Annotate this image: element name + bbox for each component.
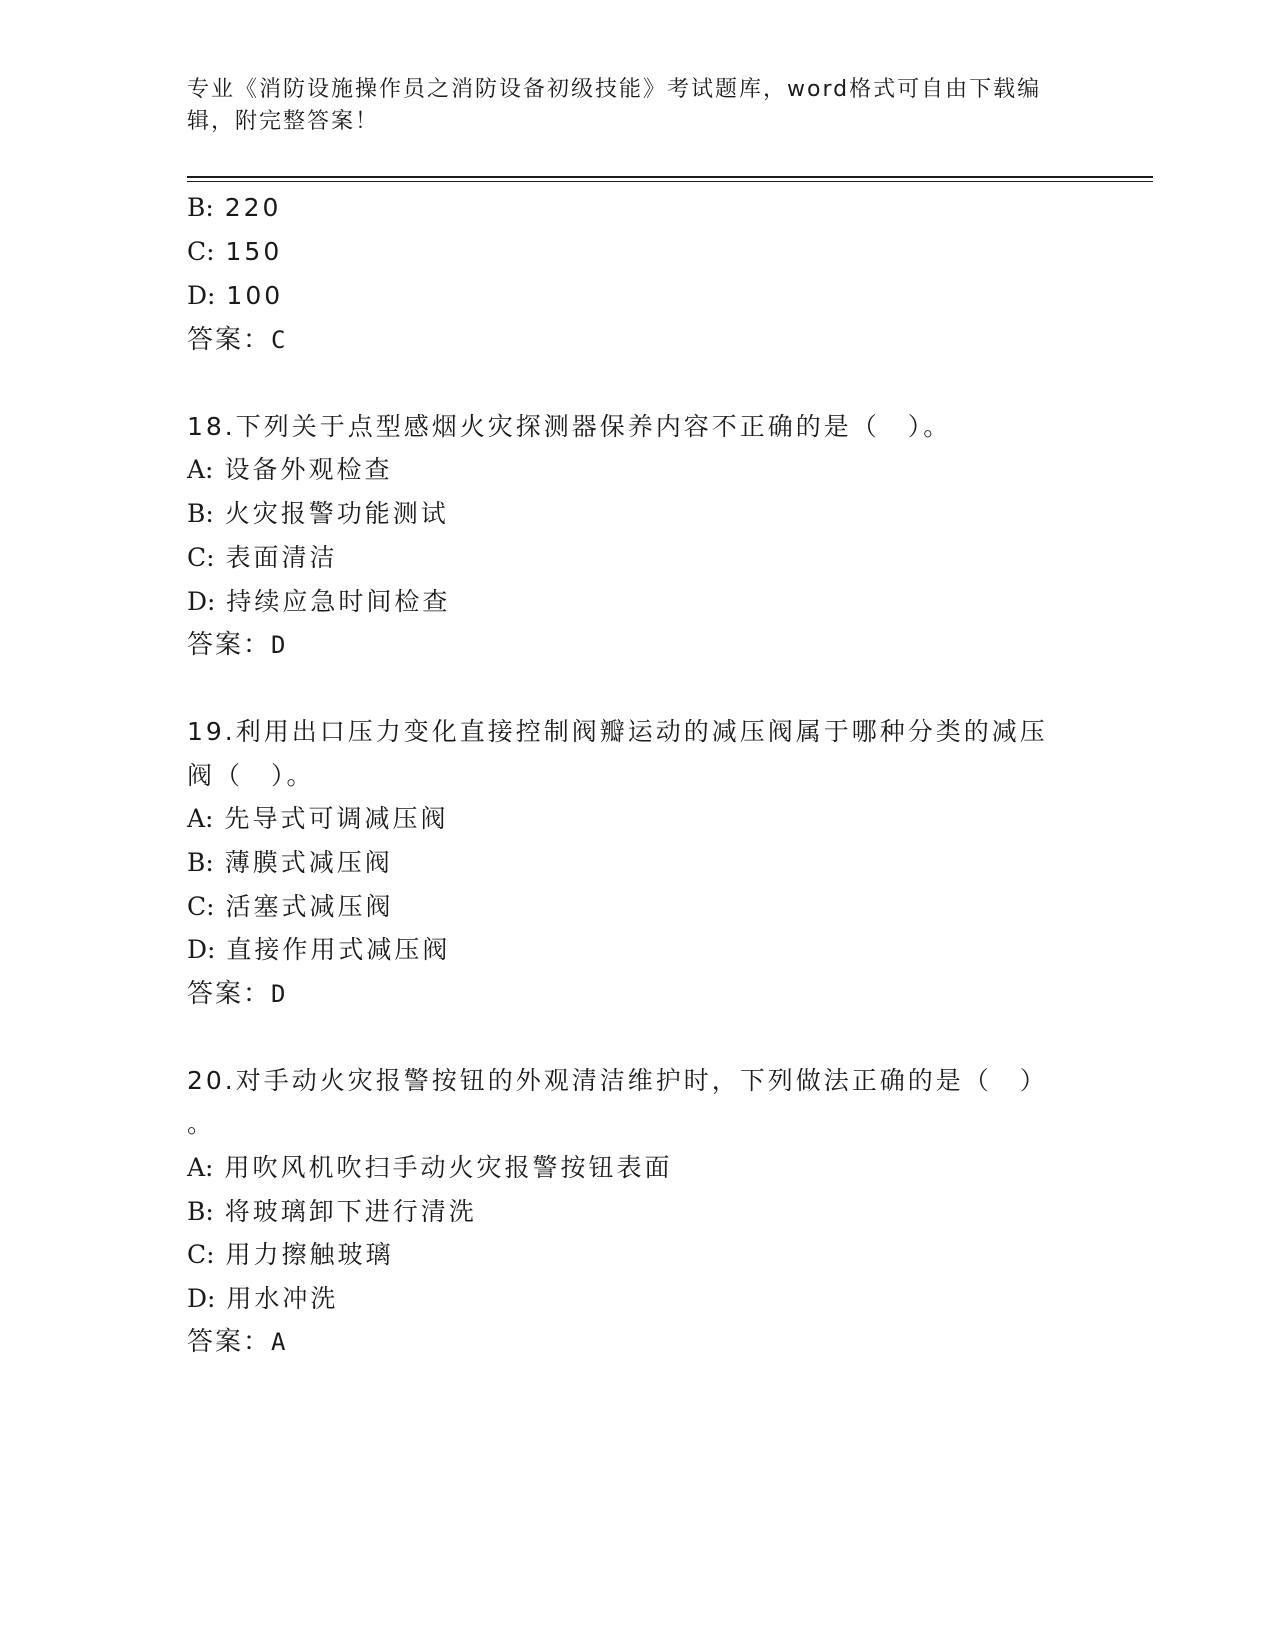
option-text: 薄膜式减压阀 bbox=[224, 848, 393, 877]
answer-label: 答案： bbox=[187, 325, 272, 355]
answer-value: D bbox=[271, 631, 286, 659]
header-line-2: 辑，附完整答案！ bbox=[187, 109, 380, 134]
option-text: 火灾报警功能测试 bbox=[224, 499, 449, 528]
page-header bbox=[187, 74, 1087, 138]
q18-option-c bbox=[187, 543, 338, 573]
header-divider-thin bbox=[187, 181, 1153, 182]
option-text: 先导式可调减压阀 bbox=[224, 804, 449, 833]
option-text: 将玻璃卸下进行清洗 bbox=[224, 1197, 477, 1226]
option-label: C: bbox=[187, 543, 215, 572]
q20-option-d bbox=[187, 1284, 338, 1314]
q17-option-c bbox=[187, 237, 282, 267]
answer-label: 答案： bbox=[187, 630, 272, 660]
option-text: 用力擦触玻璃 bbox=[225, 1240, 394, 1269]
option-text: 220 bbox=[224, 193, 282, 222]
option-text: 用吹风机吹扫手动火灾报警按钮表面 bbox=[224, 1153, 673, 1182]
option-label: B: bbox=[187, 1197, 214, 1226]
header-line-1: 专业《消防设施操作员之消防设备初级技能》考试题库，word格式可自由下载编 bbox=[187, 77, 1042, 102]
option-text: 用水冲洗 bbox=[226, 1284, 339, 1313]
option-label: C: bbox=[187, 237, 215, 266]
option-label: B: bbox=[187, 499, 214, 528]
header-divider-thick bbox=[187, 176, 1153, 178]
q17-option-b bbox=[187, 193, 281, 223]
q17-answer bbox=[187, 325, 285, 355]
q19-option-c bbox=[187, 892, 394, 922]
option-label: D: bbox=[187, 1284, 216, 1313]
answer-value: A bbox=[271, 1328, 286, 1356]
q19-option-a bbox=[187, 804, 448, 834]
answer-value: C bbox=[271, 326, 286, 354]
option-label: D: bbox=[187, 935, 216, 964]
q19-option-d bbox=[187, 935, 450, 965]
q17-option-d bbox=[187, 281, 283, 311]
option-label: B: bbox=[187, 848, 214, 877]
q18-stem: 18.下列关于点型感烟火灾探测器保养内容不正确的是（ ）。 bbox=[187, 412, 952, 441]
option-text: 150 bbox=[225, 237, 283, 266]
q18-option-b bbox=[187, 499, 449, 529]
option-label: A: bbox=[187, 804, 214, 833]
option-text: 表面清洁 bbox=[225, 543, 338, 572]
option-text: 活塞式减压阀 bbox=[225, 892, 394, 921]
option-text: 100 bbox=[226, 281, 284, 310]
option-text: 持续应急时间检查 bbox=[226, 587, 451, 616]
q19-option-b bbox=[187, 848, 393, 878]
option-label: D: bbox=[187, 587, 216, 616]
q20-option-c bbox=[187, 1240, 394, 1270]
option-text: 直接作用式减压阀 bbox=[226, 935, 451, 964]
q18-option-d bbox=[187, 587, 450, 617]
answer-label: 答案： bbox=[187, 1327, 272, 1357]
option-label: C: bbox=[187, 892, 215, 921]
q19-answer bbox=[187, 979, 285, 1009]
option-label: D: bbox=[187, 281, 216, 310]
q18-option-a bbox=[187, 455, 392, 485]
q20-answer bbox=[187, 1327, 285, 1357]
option-label: B: bbox=[187, 193, 214, 222]
option-text: 设备外观检查 bbox=[224, 455, 393, 484]
option-label: C: bbox=[187, 1240, 215, 1269]
option-label: A: bbox=[187, 1153, 214, 1182]
option-label: A: bbox=[187, 455, 214, 484]
answer-value: D bbox=[271, 980, 286, 1008]
answer-label: 答案： bbox=[187, 979, 272, 1009]
q20-option-a bbox=[187, 1153, 672, 1183]
q19-stem-line-1: 19.利用出口压力变化直接控制阀瓣运动的减压阀属于哪种分类的减压 bbox=[187, 717, 1048, 746]
q20-option-b bbox=[187, 1197, 477, 1227]
q18-answer bbox=[187, 630, 285, 660]
q20-stem-line-1: 20.对手动火灾报警按钮的外观清洁维护时，下列做法正确的是（ ） bbox=[187, 1066, 1048, 1095]
q20-stem-line-2: 。 bbox=[187, 1109, 216, 1138]
q19-stem-line-2: 阀（ ）。 bbox=[187, 761, 315, 790]
